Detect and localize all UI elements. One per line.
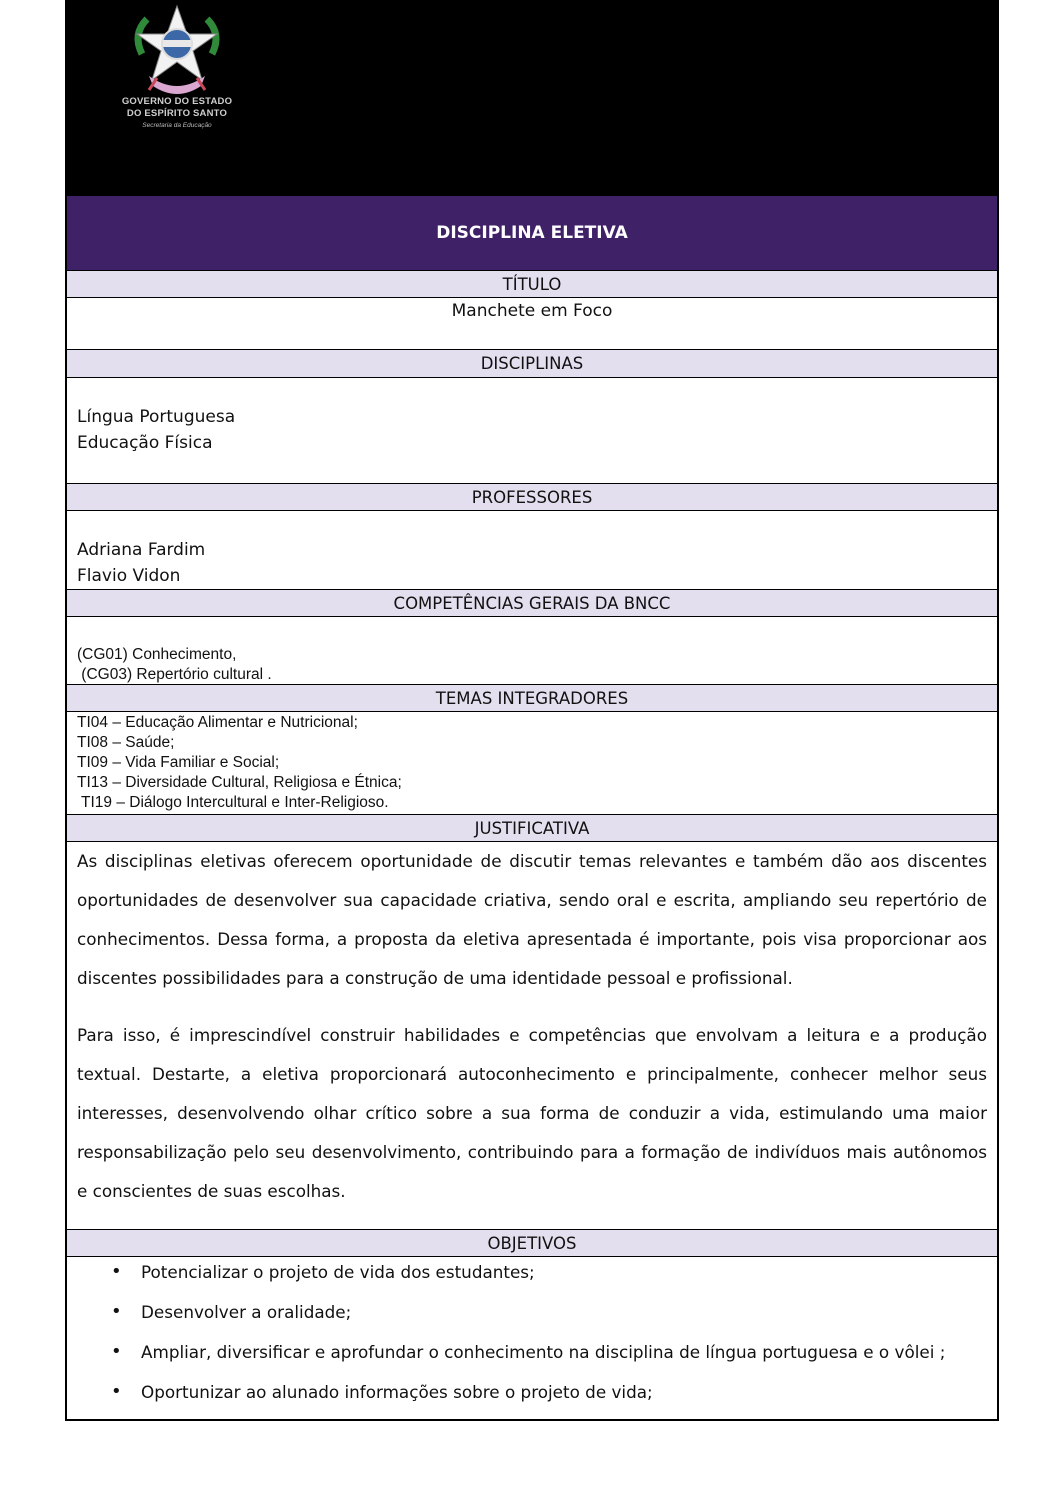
objetivos-cell bbox=[67, 1257, 997, 1419]
section-header-temas: TEMAS INTEGRADORES bbox=[67, 685, 997, 712]
list-item: (CG03) Repertório cultural . bbox=[77, 666, 272, 683]
list-item: TI09 – Vida Familiar e Social; bbox=[77, 754, 280, 771]
justificativa-cell bbox=[67, 842, 997, 1230]
list-item: • Oportunizar ao alunado informações sobre o projeto de vida; bbox=[67, 1377, 997, 1417]
list-item: • Ampliar, diversificar e aprofundar o conhecimento na disciplina de língua portuguesa e o vôlei ; bbox=[67, 1337, 997, 1377]
list-item: TI04 – Educação Alimentar e Nutricional; bbox=[77, 714, 358, 731]
justificativa-paragraph: Para isso, é imprescindível construir habilidades e competências que envolvam a leitura e a produção textual. Destarte, a eletiva proporcionará autoconhecimento e principalmente, conhecer melhor seus interesses, desenvolvendo olhar crítico sobre a sua forma de conduzir a vida, estimulando uma maior responsabilização pelo seu desenvolvimento, contribuindo para a formação de indivíduos mais autônomos e conscientes de suas escolhas. bbox=[77, 1025, 987, 1201]
list-item: • Desenvolver a oralidade; bbox=[67, 1297, 997, 1337]
list-item: Língua Portuguesa bbox=[77, 407, 236, 427]
section-header-titulo: TÍTULO bbox=[67, 271, 997, 298]
logo-text-line2: DO ESPÍRITO SANTO bbox=[126, 108, 228, 119]
list-item: TI13 – Diversidade Cultural, Religiosa e Étnica; bbox=[77, 774, 402, 791]
coat-of-arms-icon bbox=[97, 4, 257, 94]
section-header-justificativa: JUSTIFICATIVA bbox=[67, 815, 997, 842]
logo-text-line1: GOVERNO DO ESTADO bbox=[121, 96, 233, 107]
eletiva-document bbox=[65, 0, 999, 1421]
section-header-objetivos: OBJETIVOS bbox=[67, 1230, 997, 1257]
justificativa-paragraph: As disciplinas eletivas oferecem oportunidade de discutir temas relevantes e também dão aos discentes oportunidades de desenvolver sua capacidade criativa, sendo oral e escrita, ampliando seu repertório de conhecimentos. Dessa forma, a proposta da eletiva apresentada é importante, pois visa proporcionar aos discentes possibilidades para a construção de uma identidade pessoal e profissional. bbox=[77, 851, 987, 988]
list-item: • Potencializar o projeto de vida dos estudantes; bbox=[67, 1257, 997, 1297]
list-item: (CG01) Conhecimento, bbox=[77, 646, 237, 663]
list-item: Flavio Vidon bbox=[77, 566, 181, 586]
disciplinas-cell bbox=[67, 378, 997, 484]
list-item: TI19 – Diálogo Intercultural e Inter-Religioso. bbox=[77, 794, 389, 811]
section-header-disciplinas: DISCIPLINAS bbox=[67, 350, 997, 378]
titulo-cell bbox=[67, 298, 997, 350]
logo-text-line3: Secretaria da Educação bbox=[142, 122, 212, 129]
objetivos-list bbox=[67, 1257, 997, 1417]
professores-cell bbox=[67, 511, 997, 590]
list-item: Adriana Fardim bbox=[77, 540, 206, 560]
temas-cell bbox=[67, 712, 997, 815]
section-header-professores: PROFESSORES bbox=[67, 484, 997, 511]
list-item: Educação Física bbox=[77, 433, 213, 453]
competencias-cell bbox=[67, 617, 997, 685]
header-banner bbox=[67, 0, 997, 196]
list-item: TI08 – Saúde; bbox=[77, 734, 175, 751]
titulo-value: Manchete em Foco bbox=[451, 301, 613, 321]
state-coat-of-arms-logo bbox=[97, 4, 257, 134]
section-header-competencias: COMPETÊNCIAS GERAIS DA BNCC bbox=[67, 590, 997, 617]
page-title: DISCIPLINA ELETIVA bbox=[67, 196, 997, 271]
